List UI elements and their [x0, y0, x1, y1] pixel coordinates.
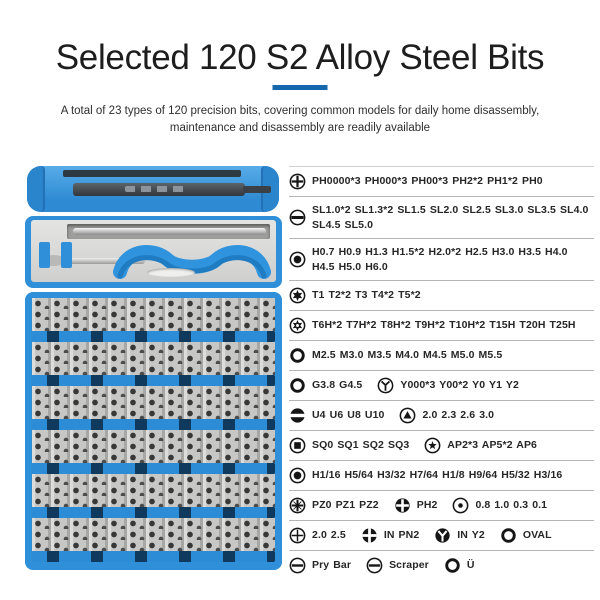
spec-row — [289, 431, 594, 461]
cross-thin-icon — [289, 527, 306, 544]
spec-segment — [289, 287, 421, 304]
hex-icon — [289, 467, 306, 484]
page-title: Selected 120 S2 Alloy Steel Bits — [55, 38, 545, 77]
spec-segment — [289, 557, 351, 574]
spec-row — [289, 197, 594, 239]
spec-segment — [289, 317, 576, 334]
spec-text: M2.5 M3.0 M3.5 M4.0 M4.5 M5.0 M5.5 — [312, 349, 503, 362]
bit-tray-row — [32, 430, 275, 463]
spec-segment — [399, 407, 494, 424]
tube-cap-left — [27, 166, 45, 212]
spec-text: Ü — [466, 559, 475, 572]
spec-segment — [434, 527, 485, 544]
spec-text: G3.8 G4.5 — [312, 379, 363, 392]
spec-text: 0.8 1.0 0.3 0.1 — [475, 499, 548, 512]
open-case-top — [25, 216, 282, 288]
spec-text: Pry Bar — [312, 559, 352, 572]
driver-tube — [27, 166, 279, 212]
screwdriver-body — [73, 183, 245, 196]
u-type-icon — [289, 407, 306, 424]
spec-text: OVAL — [522, 529, 552, 542]
spec-segment — [289, 467, 562, 484]
clover-filled-icon — [361, 527, 378, 544]
case-tray — [31, 220, 276, 282]
star5-icon — [424, 437, 441, 454]
spec-text: T6H*2 T7H*2 T8H*2 T9H*2 T10H*2 T15H T20H T25H — [312, 319, 576, 332]
spec-segment — [289, 497, 379, 514]
spec-text: T1 T2*2 T3 T4*2 T5*2 — [312, 289, 421, 302]
spec-text: PZ0 PZ1 PZ2 — [312, 499, 379, 512]
spec-text: AP2*3 AP5*2 AP6 — [447, 439, 537, 452]
spec-text: H1/16 H5/64 H3/32 H7/64 H1/8 H9/64 H5/32 H3/16 — [312, 469, 563, 482]
spec-row — [289, 461, 594, 491]
spec-segment — [289, 173, 543, 190]
bit-tray-row — [32, 298, 275, 331]
torx-icon — [289, 287, 306, 304]
y-filled-icon — [434, 527, 451, 544]
spec-segment — [500, 527, 552, 544]
bit-tray-row — [32, 386, 275, 419]
spec-text: Y000*3 Y00*2 Y0 Y1 Y2 — [400, 379, 519, 392]
tray-separator — [32, 463, 275, 474]
bit-tray-row — [32, 342, 275, 375]
spec-text: U4 U6 U8 U10 — [312, 409, 385, 422]
ring-icon — [289, 347, 306, 364]
spec-segment — [444, 557, 475, 574]
phillips-icon — [289, 173, 306, 190]
spec-row — [289, 521, 594, 551]
spec-segment — [289, 347, 502, 364]
pozidriv-icon — [289, 497, 306, 514]
tube-slot — [161, 170, 241, 177]
spec-segment — [424, 437, 537, 454]
spec-segment — [452, 497, 547, 514]
storage-slot — [61, 242, 72, 268]
extension-rod — [73, 228, 266, 235]
tray-separator — [32, 507, 275, 518]
spec-segment — [289, 437, 409, 454]
spec-text: SL1.0*2 SL1.3*2 SL1.5 SL2.0 SL2.5 SL3.0 SL3.5 SL4.0 SL4.5 SL5.0 — [312, 204, 589, 231]
y-type-icon — [377, 377, 394, 394]
tray-separator — [32, 551, 275, 562]
spec-segment — [289, 407, 384, 424]
spec-segment — [289, 377, 362, 394]
spec-text: SQ0 SQ1 SQ2 SQ3 — [312, 439, 410, 452]
spec-segment — [366, 557, 429, 574]
storage-slot — [39, 242, 50, 268]
tube-slot — [63, 170, 175, 177]
spec-row — [289, 167, 594, 197]
page-subtitle: A total of 23 types of 120 precision bits, covering common models for daily home disassembly, maintenance and disassembly are readily available — [60, 105, 540, 134]
spec-row — [289, 311, 594, 341]
bit-tray-row — [32, 518, 275, 551]
spec-row — [289, 239, 594, 281]
title-underline — [273, 85, 328, 90]
torx-security-icon — [289, 317, 306, 334]
dot-icon — [452, 497, 469, 514]
slotted-thin-icon — [289, 557, 306, 574]
cross-filled-icon — [394, 497, 411, 514]
tray-separator — [32, 375, 275, 386]
spec-row — [289, 371, 594, 401]
spec-row — [289, 341, 594, 371]
ring-icon — [500, 527, 517, 544]
triangle-icon — [399, 407, 416, 424]
bit-tray-row — [32, 474, 275, 507]
product-image — [25, 166, 282, 558]
spec-list — [289, 166, 594, 580]
ring-icon — [444, 557, 461, 574]
spec-row — [289, 491, 594, 521]
ring-icon — [289, 377, 306, 394]
spec-text: IN PN2 — [383, 529, 420, 542]
spec-segment — [361, 527, 419, 544]
spec-text: Scraper — [389, 559, 429, 572]
spec-segment — [377, 377, 519, 394]
screwdriver-tip — [243, 186, 271, 193]
thumb-notch — [147, 268, 195, 277]
driver-handle — [110, 240, 274, 282]
spec-segment — [394, 497, 438, 514]
spec-text: 2.0 2.3 2.6 3.0 — [422, 409, 495, 422]
spec-text: PH2 — [416, 499, 438, 512]
slotted-thin-icon — [366, 557, 383, 574]
spec-row — [289, 551, 594, 580]
spec-row — [289, 281, 594, 311]
spec-segment — [289, 203, 594, 232]
tray-separator — [32, 419, 275, 430]
spec-text: PH0000*3 PH000*3 PH00*3 PH2*2 PH1*2 PH0 — [312, 175, 543, 188]
spec-row — [289, 401, 594, 431]
spec-text: 2.0 2.5 — [312, 529, 346, 542]
hex-icon — [289, 251, 306, 268]
spec-segment — [289, 527, 346, 544]
bit-trays — [25, 292, 282, 570]
square-icon — [289, 437, 306, 454]
slotted-icon — [289, 209, 306, 226]
tray-separator — [32, 331, 275, 342]
spec-segment — [289, 245, 594, 274]
spec-text: H0.7 H0.9 H1.3 H1.5*2 H2.0*2 H2.5 H3.0 H3.5 H4.0 H4.5 H5.0 H6.0 — [312, 246, 568, 273]
spec-text: IN Y2 — [457, 529, 485, 542]
